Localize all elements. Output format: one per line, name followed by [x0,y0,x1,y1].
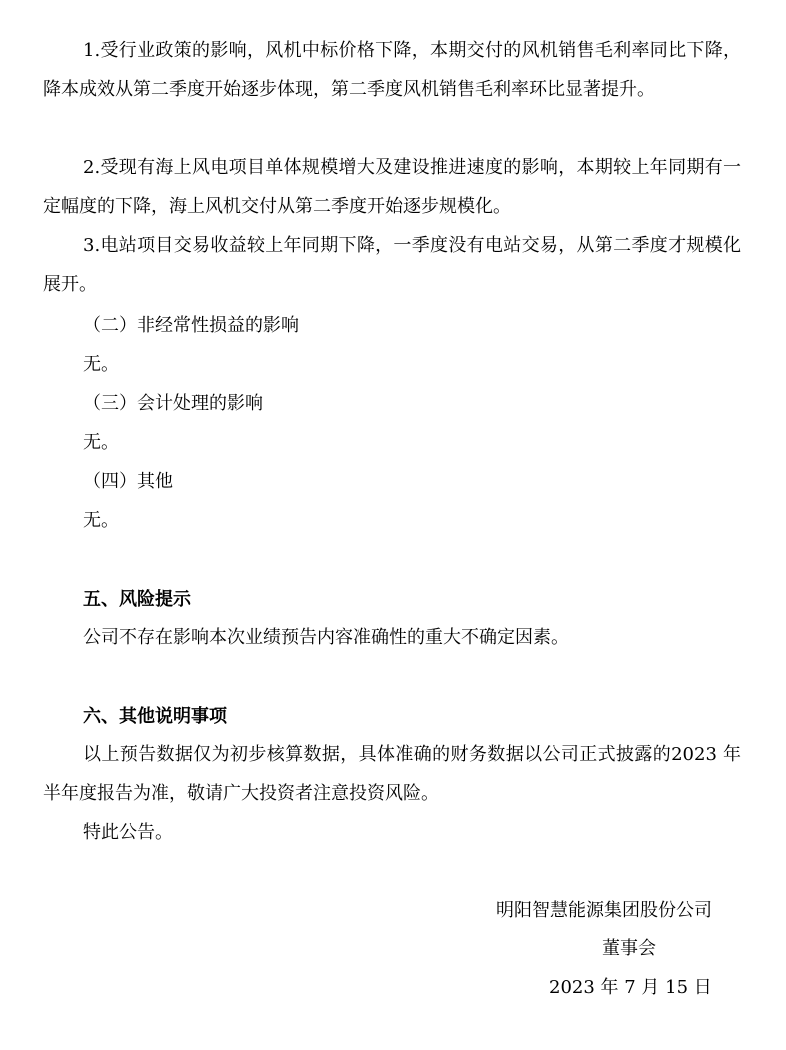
risk-heading: 五、风险提示 [83,589,191,610]
other-body: 以上预告数据仅为初步核算数据，具体准确的财务数据以公司正式披露的2023 年半年度报告为准，敬请广大投资者注意投资风险。 [43,744,741,804]
other-heading: 六、其他说明事项 [83,706,227,727]
section-3-body: 无。 [83,432,119,453]
signature-company: 明阳智慧能源集团股份公司 [496,900,712,921]
signature-date: 2023 年 7 月 15 日 [549,977,712,998]
risk-body: 公司不存在影响本次业绩预告内容准确性的重大不确定因素。 [83,627,569,648]
section-2-title: （二）非经常性损益的影响 [83,315,299,336]
item-1-paragraph: 1.受行业政策的影响，风机中标价格下降，本期交付的风机销售毛利率同比下降，降本成效从第二季度开始逐步体现，第二季度风机销售毛利率环比显著提升。 [43,40,741,100]
section-3-title: （三）会计处理的影响 [83,393,263,414]
section-4-title: （四）其他 [83,471,173,492]
section-2-body: 无。 [83,354,119,375]
section-4-body: 无。 [83,510,119,531]
item-3-paragraph: 3.电站项目交易收益较上年同期下降，一季度没有电站交易，从第二季度才规模化展开。 [43,235,741,295]
signature-board: 董事会 [602,938,656,959]
item-2-paragraph: 2.受现有海上风电项目单体规模增大及建设推进速度的影响，本期较上年同期有一定幅度的下降，海上风机交付从第二季度开始逐步规模化。 [43,157,741,217]
closing-statement: 特此公告。 [83,822,173,843]
